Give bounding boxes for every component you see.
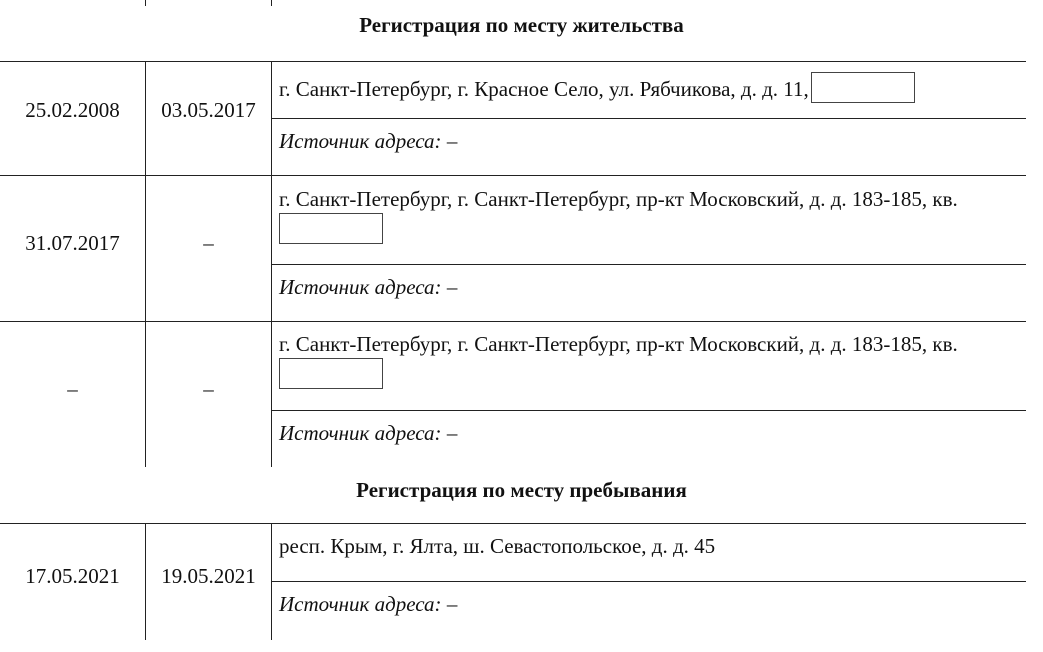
address-source-value: –: [446, 275, 458, 299]
table-border: [0, 61, 1026, 62]
table-border: [271, 264, 1026, 265]
address-source-label: Источник адреса:: [279, 592, 442, 616]
address-source-value: –: [446, 421, 458, 445]
table-border: [271, 581, 1026, 582]
address-text: г. Санкт-Петербург, г. Санкт-Петербург, пр-кт Московский, д. д. 183-185, кв.: [279, 332, 958, 356]
table-border: [0, 175, 1026, 176]
table-border: [271, 61, 272, 467]
date-from-cell: 25.02.2008: [25, 98, 120, 122]
address-cell: [279, 533, 1019, 560]
table-border: [271, 523, 272, 640]
address-cell: [279, 186, 979, 244]
table-border: [0, 321, 1026, 322]
date-to-cell: –: [203, 231, 214, 255]
date-from-cell: 31.07.2017: [25, 231, 120, 255]
address-source: [279, 274, 457, 300]
address-source-label: Источник адреса:: [279, 275, 442, 299]
date-to-cell: –: [203, 377, 214, 401]
address-source: [279, 420, 457, 446]
address-source-label: Источник адреса:: [279, 421, 442, 445]
address-source-value: –: [446, 129, 458, 153]
date-from-cell: –: [67, 377, 78, 401]
table-border: [145, 0, 146, 6]
address-source: [279, 591, 457, 617]
date-to-cell: 19.05.2021: [161, 564, 256, 588]
address-cell: [279, 72, 1019, 103]
table-border: [271, 0, 272, 6]
address-text: г. Санкт-Петербург, г. Санкт-Петербург, пр-кт Московский, д. д. 183-185, кв.: [279, 187, 958, 211]
address-cell: [279, 331, 979, 389]
address-text: г. Санкт-Петербург, г. Красное Село, ул. Рябчикова, д. д. 11,: [279, 77, 809, 101]
date-to-cell: 03.05.2017: [161, 98, 256, 122]
address-source-value: –: [446, 592, 458, 616]
address-source-label: Источник адреса:: [279, 129, 442, 153]
address-text: респ. Крым, г. Ялта, ш. Севастопольское, д. д. 45: [279, 534, 716, 558]
date-from-cell: 17.05.2021: [25, 564, 120, 588]
redacted-box: [279, 358, 383, 389]
address-source: [279, 128, 457, 154]
redacted-box: [279, 213, 383, 244]
table-border: [0, 523, 1026, 524]
table-border: [271, 118, 1026, 119]
redacted-box: [811, 72, 915, 103]
table-border: [271, 410, 1026, 411]
section-title-stay: Регистрация по месту пребывания: [356, 478, 687, 502]
section-title-residence: Регистрация по месту жительства: [359, 13, 684, 37]
